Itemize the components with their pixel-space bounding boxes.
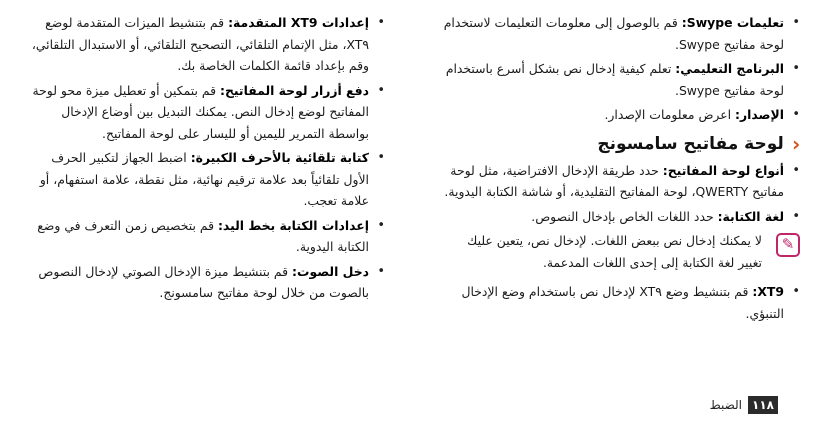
right-top-list	[440, 12, 800, 126]
item-title: إعدادات الكتابة بخط اليد:	[217, 217, 369, 233]
item-text: اعرض معلومات الإصدار.	[604, 107, 732, 122]
item-text: قم بتنشيط وضع XT٩ لإدخال نص باستخدام وضع الإدخال التنبؤي.	[461, 284, 784, 321]
bullet-icon: •	[792, 107, 800, 122]
item-title: لغة الكتابة:	[717, 208, 784, 224]
item-text: حدد طريقة الإدخال الافتراضية، مثل لوحة مفاتيح QWERTY، لوحة المفاتيح التقليدية، أو شاشة الكتابة اليدوية.	[444, 162, 784, 199]
item-title: أنواع لوحة المفاتيح:	[662, 162, 784, 178]
bullet-icon: •	[377, 263, 385, 279]
right-column	[440, 12, 800, 327]
bullet-icon: •	[377, 15, 385, 30]
bullet-icon: •	[792, 284, 800, 299]
chevron-icon: ›	[791, 131, 800, 156]
section-title: لوحة مفاتيح سامسونج	[597, 133, 784, 154]
bullet-icon: •	[377, 82, 385, 98]
list-item	[440, 206, 800, 228]
list-item	[440, 12, 800, 55]
item-title: XT9:	[752, 284, 784, 299]
left-list	[25, 12, 385, 304]
item-text: حدد اللغات الخاص بإدخال النصوص.	[531, 208, 714, 224]
list-item	[440, 160, 800, 203]
bullet-icon: •	[792, 61, 800, 76]
bullet-icon: •	[377, 150, 385, 165]
list-item	[440, 281, 800, 324]
note-pen-icon: ✎	[776, 233, 800, 257]
list-item	[25, 261, 385, 304]
item-text: قم بتنشيط الميزات المتقدمة لوضع XT٩، مثل الإتمام التلقائي، التصحيح التلقائي، أو الاستبدال التلقائي، وقم بإعداد قائمة الكلمات الخاصة بك.	[31, 15, 369, 73]
item-text: قم بالوصول إلى معلومات التعليمات لاستخدام لوحة مفاتيح Swype.	[443, 15, 784, 52]
item-text: قم بتمكين أو تعطيل ميزة محو لوحة المفاتيح لوضع إدخال النص. يمكنك التبديل بين أوضاع الإدخال بواسطة التمرير لليمين أو لليسار على لوحة المفاتيح.	[32, 82, 369, 141]
list-item	[25, 80, 385, 145]
item-title: كتابة تلقائية بالأحرف الكبيرة:	[190, 150, 369, 165]
list-item	[25, 215, 385, 258]
list-item	[25, 12, 385, 77]
list-item	[440, 104, 800, 126]
left-column	[25, 12, 385, 307]
list-item	[25, 147, 385, 212]
item-text: تعلم كيفية إدخال نص بشكل أسرع باستخدام لوحة مفاتيح Swype.	[445, 61, 784, 98]
bullet-icon: •	[792, 15, 800, 30]
list-item	[440, 58, 800, 101]
note-box	[440, 230, 800, 273]
bullet-icon: •	[792, 162, 800, 178]
item-title: دفع أزرار لوحة المفاتيح:	[219, 82, 369, 98]
item-title: تعليمات Swype:	[681, 15, 784, 30]
footer-label: الضبط	[709, 398, 743, 412]
page-number: ١١٨	[748, 396, 778, 414]
item-title: إعدادات XT9 المتقدمة:	[228, 15, 369, 30]
item-text: قم بتخصيص زمن التعرف في وضع الكتابة اليدوية.	[37, 217, 369, 254]
right-bottom-list	[440, 281, 800, 324]
item-text: قم بتنشيط ميزة الإدخال الصوتي لإدخال النصوص بالصوت من خلال لوحة مفاتيح سامسونج.	[38, 263, 369, 300]
item-text: اضبط الجهاز لتكبير الحرف الأول تلقائياً بعد علامة ترقيم نهائية، مثل نقطة، علامة استفهام، أو علامة تعجب.	[39, 150, 369, 208]
item-title: البرنامج التعليمي:	[675, 61, 784, 76]
right-mid-list	[440, 160, 800, 228]
note-text: لا يمكنك إدخال نص ببعض اللغات. لإدخال نص، يتعين عليك تغيير لغة الكتابة إلى إحدى اللغات المدعمة.	[467, 233, 762, 270]
bullet-icon: •	[377, 217, 385, 233]
page-footer	[710, 396, 778, 414]
item-title: دخل الصوت:	[292, 263, 369, 279]
section-heading	[440, 131, 800, 156]
bullet-icon: •	[792, 208, 800, 224]
item-title: الإصدار:	[735, 107, 784, 122]
